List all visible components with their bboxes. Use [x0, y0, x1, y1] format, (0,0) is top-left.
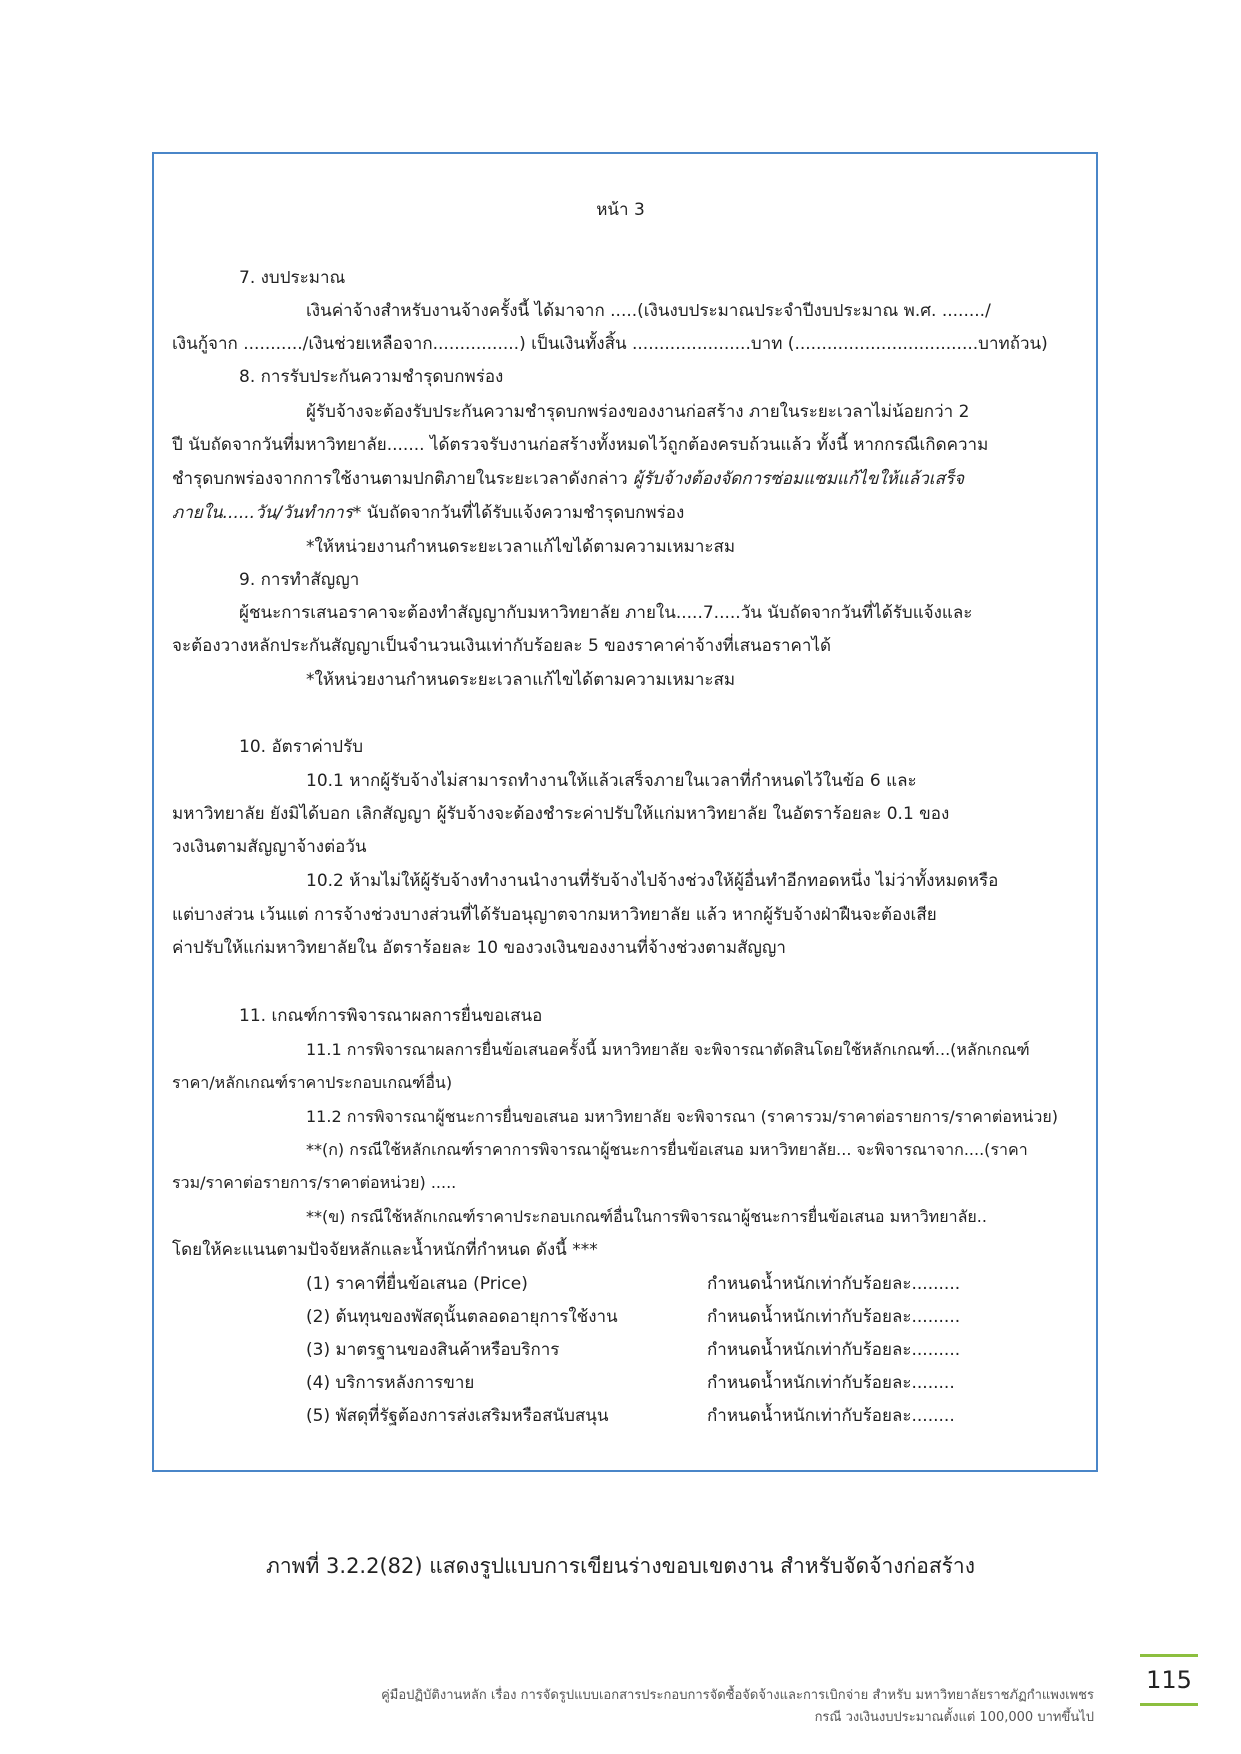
criteria-2-label: (2) ต้นทุนของพัสดุนั้นตลอดอายุการใช้งาน [306, 1307, 618, 1327]
section-8-line-2: ปี นับถัดจากวันที่มหาวิทยาลัย....... ได้ตรวจรับงานก่อสร้างทั้งหมดไว้ถูกต้องครบถ้วนแล้ว ทั้งนี้ หากกรณีเกิดความ [172, 435, 989, 455]
section-10-1-line-2: มหาวิทยาลัย ยังมิได้บอก เลิกสัญญา ผู้รับจ้างจะต้องชำระค่าปรับให้แก่มหาวิทยาลัย ในอัตราร้อยละ 0.1 ของ [172, 804, 950, 824]
page-header: หน้า 3 [596, 200, 645, 220]
section-10-2-line-1: 10.2 ห้ามไม่ให้ผู้รับจ้างทำงานนำงานที่รับจ้างไปจ้างช่วงให้ผู้อื่นทำอีกทอดหนึ่ง ไม่ว่าทั้งหมดหรือ [306, 871, 999, 891]
section-8-line-1: ผู้รับจ้างจะต้องรับประกันความชำรุดบกพร่องของงานก่อสร้าง ภายในระยะเวลาไม่น้อยกว่า 2 [306, 402, 970, 422]
section-7-line-1: เงินค่าจ้างสำหรับงานจ้างครั้งนี้ ได้มาจาก .....(เงินงบประมาณประจำปีงบประมาณ พ.ศ. ......../ [306, 301, 991, 321]
criteria-3-label: (3) มาตรฐานของสินค้าหรือบริการ [306, 1340, 560, 1360]
criteria-3-weight: กำหนดน้ำหนักเท่ากับร้อยละ......... [707, 1340, 961, 1360]
section-11-2-line-1: 11.2 การพิจารณาผู้ชนะการยื่นขอเสนอ มหาวิทยาลัย จะพิจารณา (ราคารวม/ราคาต่อรายการ/ราคาต่อหน่วย) [306, 1107, 1058, 1126]
figure-caption: ภาพที่ 3.2.2(82) แสดงรูปแบบการเขียนร่างขอบเขตงาน สำหรับจัดจ้างก่อสร้าง [266, 1554, 975, 1578]
section-8-line-3-text: ชำรุดบกพร่องจากการใช้งานตามปกติภายในระยะเวลาดังกล่าว [172, 469, 634, 489]
section-10-1-line-1: 10.1 หากผู้รับจ้างไม่สามารถทำงานให้แล้วเสร็จภายในเวลาที่กำหนดไว้ในข้อ 6 และ [306, 771, 917, 791]
section-8-note: *ให้หน่วยงานกำหนดระยะเวลาแก้ไขได้ตามความเหมาะสม [306, 537, 736, 557]
footer-line-2: กรณี วงเงินงบประมาณตั้งแต่ 100,000 บาทขึ้นไป [814, 1710, 1094, 1725]
section-8-line-3 [172, 469, 964, 489]
section-9-note: *ให้หน่วยงานกำหนดระยะเวลาแก้ไขได้ตามความเหมาะสม [306, 670, 736, 690]
section-11-1-line-1: 11.1 การพิจารณาผลการยื่นข้อเสนอครั้งนี้ มหาวิทยาลัย จะพิจารณาตัดสินโดยใช้หลักเกณฑ์...(หลักเกณฑ์ [306, 1040, 1030, 1059]
section-10-1-line-3: วงเงินตามสัญญาจ้างต่อวัน [172, 837, 367, 857]
section-11-k-line-2: รวม/ราคาต่อรายการ/ราคาต่อหน่วย) ..... [172, 1173, 457, 1192]
section-8-title: 8. การรับประกันความชำรุดบกพร่อง [239, 367, 504, 387]
section-10-2-line-2: แต่บางส่วน เว้นแต่ การจ้างช่วงบางส่วนที่ได้รับอนุญาตจากมหาวิทยาลัย แล้ว หากผู้รับจ้างฝ่าฝืนจะต้องเสีย [172, 905, 937, 925]
section-11-kh-line-2: โดยให้คะแนนตามปัจจัยหลักและน้ำหนักที่กำหนด ดังนี้ *** [172, 1240, 598, 1260]
section-11-1-line-2: ราคา/หลักเกณฑ์ราคาประกอบเกณฑ์อื่น) [172, 1073, 453, 1092]
criteria-4-label: (4) บริการหลังการขาย [306, 1373, 475, 1393]
section-11-kh-line-1: **(ข) กรณีใช้หลักเกณฑ์ราคาประกอบเกณฑ์อื่นในการพิจารณาผู้ชนะการยื่นข้อเสนอ มหาวิทยาลัย.. [306, 1207, 987, 1226]
section-7-line-2: เงินกู้จาก .........../เงินช่วยเหลือจาก................) เป็นเงินทั้งสิ้น ......................บาท (..................................บาทถ้วน) [172, 334, 1048, 354]
section-9-line-1: ผู้ชนะการเสนอราคาจะต้องทำสัญญากับมหาวิทยาลัย ภายใน.....7.....วัน นับถัดจากวันที่ได้รับแจ้งและ [239, 603, 973, 623]
criteria-5-label: (5) พัสดุที่รัฐต้องการส่งเสริมหรือสนับสนุน [306, 1406, 609, 1426]
section-8-line-4-italic: ภายใน......วัน/วันทำการ* [172, 503, 362, 523]
criteria-1-label: (1) ราคาที่ยื่นข้อเสนอ (Price) [306, 1274, 528, 1294]
criteria-2-weight: กำหนดน้ำหนักเท่ากับร้อยละ......... [707, 1307, 961, 1327]
section-9-title: 9. การทำสัญญา [239, 570, 360, 590]
section-8-line-4-text: นับถัดจากวันที่ได้รับแจ้งความชำรุดบกพร่อง [361, 503, 685, 523]
section-11-title: 11. เกณฑ์การพิจารณาผลการยื่นขอเสนอ [239, 1006, 543, 1026]
section-10-title: 10. อัตราค่าปรับ [239, 737, 363, 757]
page-number: 115 [1140, 1654, 1198, 1706]
criteria-4-weight: กำหนดน้ำหนักเท่ากับร้อยละ........ [707, 1373, 955, 1393]
criteria-5-weight: กำหนดน้ำหนักเท่ากับร้อยละ........ [707, 1406, 955, 1426]
section-11-k-line-1: **(ก) กรณีใช้หลักเกณฑ์ราคาการพิจารณาผู้ชนะการยื่นข้อเสนอ มหาวิทยาลัย... จะพิจารณาจาก....(ราคา [306, 1140, 1028, 1159]
section-8-line-4 [172, 503, 684, 523]
section-7-title: 7. งบประมาณ [239, 268, 346, 288]
section-8-line-3-italic: ผู้รับจ้างต้องจัดการซ่อมแซมแก้ไขให้แล้วเสร็จ [633, 469, 965, 489]
section-9-line-2: จะต้องวางหลักประกันสัญญาเป็นจำนวนเงินเท่ากับร้อยละ 5 ของราคาค่าจ้างที่เสนอราคาได้ [172, 636, 832, 656]
criteria-1-weight: กำหนดน้ำหนักเท่ากับร้อยละ......... [707, 1274, 961, 1294]
footer-line-1: คู่มือปฏิบัติงานหลัก เรื่อง การจัดรูปแบบเอกสารประกอบการจัดซื้อจัดจ้างและการเบิกจ่าย สำหรับ มหาวิทยาลัยราชภัฏกำแพงเพชร [381, 1688, 1094, 1703]
section-10-2-line-3: ค่าปรับให้แก่มหาวิทยาลัยใน อัตราร้อยละ 10 ของวงเงินของงานที่จ้างช่วงตามสัญญา [172, 938, 786, 958]
